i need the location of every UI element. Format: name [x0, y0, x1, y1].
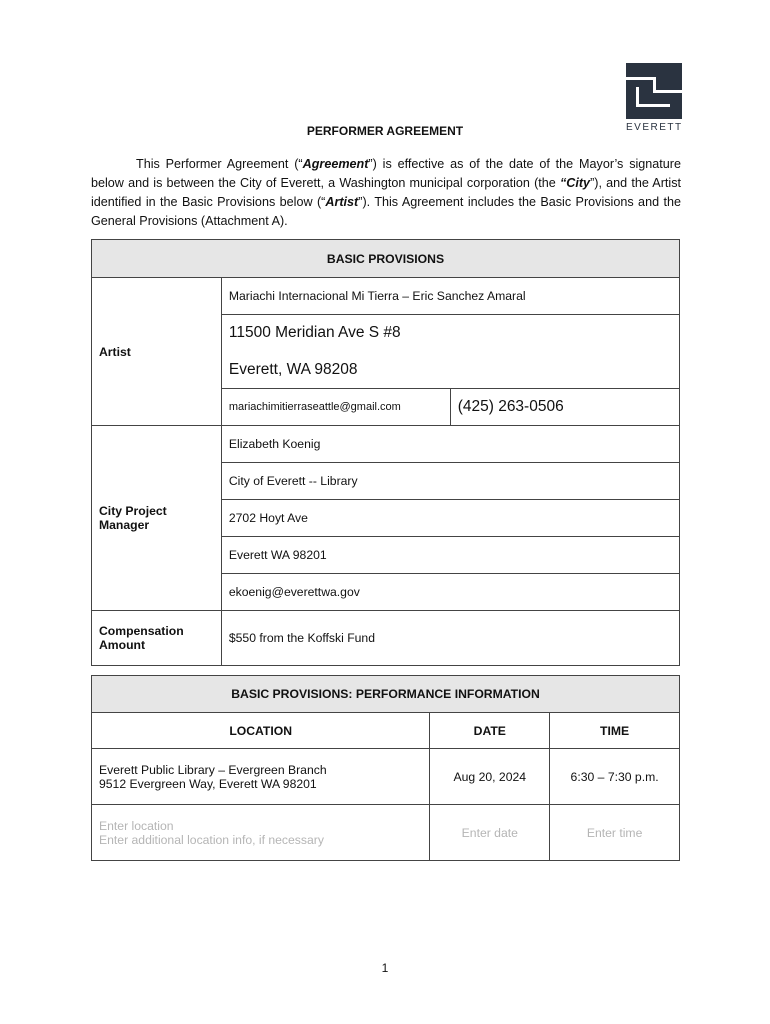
- time-placeholder-field[interactable]: Enter time: [550, 805, 680, 861]
- intro-term-city: “City: [559, 176, 591, 190]
- date-placeholder-field[interactable]: Enter date: [430, 805, 550, 861]
- compensation-field[interactable]: $550 from the Koffski Fund: [221, 611, 679, 666]
- date-column-header: DATE: [430, 713, 550, 749]
- date-field[interactable]: Aug 20, 2024: [430, 749, 550, 805]
- location-column-header: LOCATION: [92, 713, 430, 749]
- artist-address-line1-field[interactable]: 11500 Meridian Ave S #8: [221, 315, 679, 352]
- intro-paragraph: [91, 155, 681, 231]
- intro-text: This Performer Agreement (“: [136, 157, 303, 171]
- basic-provisions-table: [91, 239, 680, 666]
- pm-department-field[interactable]: City of Everett -- Library: [221, 463, 679, 500]
- performance-info-table: [91, 675, 680, 861]
- location-line2: 9512 Evergreen Way, Everett WA 98201: [99, 776, 317, 791]
- intro-text: ”). This Agreement includes the Basic Provisions and the General Provisions (Attachment A).: [91, 195, 681, 228]
- time-field[interactable]: 6:30 – 7:30 p.m.: [550, 749, 680, 805]
- pm-city-field[interactable]: Everett WA 98201: [221, 537, 679, 574]
- intro-term-agreement: Agreement: [302, 157, 369, 171]
- page-number: 1: [381, 961, 389, 975]
- pm-street-field[interactable]: 2702 Hoyt Ave: [221, 500, 679, 537]
- location-placeholder-line2: Enter additional location info, if necessary: [99, 832, 324, 847]
- location-field[interactable]: [92, 749, 430, 805]
- location-placeholder-line1: Enter location: [99, 818, 174, 833]
- performance-info-header: BASIC PROVISIONS: PERFORMANCE INFORMATION: [92, 676, 680, 713]
- compensation-label: Compensation Amount: [92, 611, 222, 666]
- document-title: PERFORMER AGREEMENT: [306, 124, 464, 138]
- everett-logo: [626, 63, 682, 133]
- artist-email-field[interactable]: mariachimitierraseattle@gmail.com: [221, 389, 450, 426]
- everett-logo-text: EVERETT: [626, 122, 683, 133]
- pm-email-field[interactable]: ekoenig@everettwa.gov: [221, 574, 679, 611]
- basic-provisions-header: BASIC PROVISIONS: [92, 240, 680, 278]
- location-placeholder-field[interactable]: [92, 805, 430, 861]
- artist-address-line2-field[interactable]: Everett, WA 98208: [221, 352, 679, 389]
- artist-label: Artist: [92, 278, 222, 426]
- artist-phone-field[interactable]: (425) 263-0506: [450, 389, 679, 426]
- time-column-header: TIME: [550, 713, 680, 749]
- table-row: [92, 749, 680, 805]
- intro-text: ”), and the Artist identified in the Basic Provisions below (“: [91, 176, 681, 209]
- pm-name-field[interactable]: Elizabeth Koenig: [221, 426, 679, 463]
- artist-name-field[interactable]: Mariachi Internacional Mi Tierra – Eric Sanchez Amaral: [221, 278, 679, 315]
- intro-term-artist: Artist: [325, 195, 359, 209]
- intro-text: ”) is effective as of the date of the Mayor’s signature below and is between the City of Everett, a Washington municipal corporation (the: [91, 157, 682, 190]
- everett-logo-mark-icon: [626, 63, 682, 119]
- table-row: [92, 805, 680, 861]
- location-line1: Everett Public Library – Evergreen Branch: [99, 762, 327, 777]
- project-manager-label: City Project Manager: [92, 426, 222, 611]
